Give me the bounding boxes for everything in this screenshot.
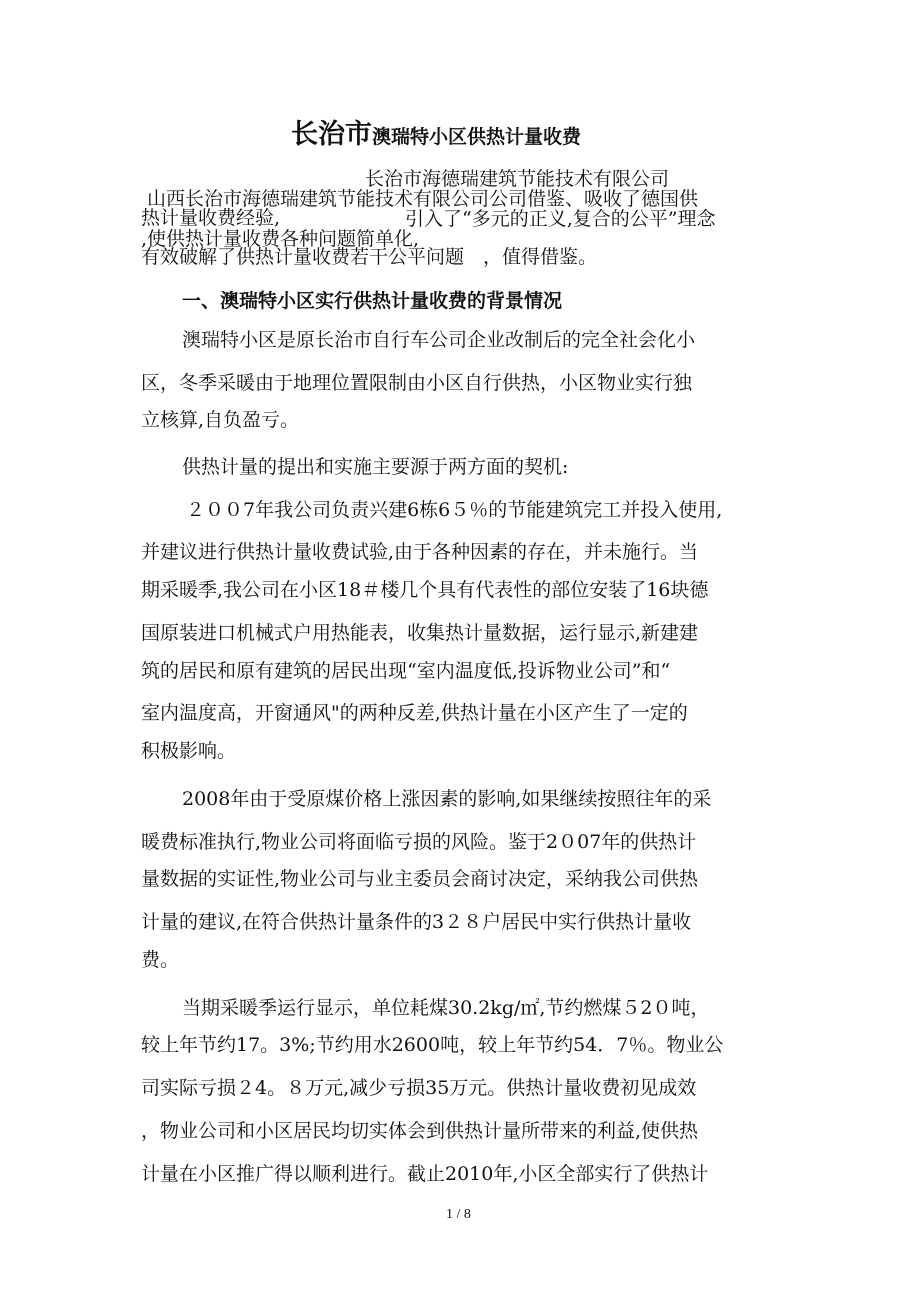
- company-name: 长治市海德瑞建筑节能技术有限公司: [365, 168, 670, 190]
- paragraph-line: 计量在小区推广得以顺利进行。截止2010年,小区全部实行了供热计: [141, 1163, 709, 1185]
- paragraph-line: 当期采暖季运行显示，单位耗煤30.2kg/㎡,节约燃煤５2０吨，: [182, 997, 710, 1019]
- paragraph-line: 供热计量的提出和实施主要源于两方面的契机:: [182, 456, 569, 478]
- intro-line-1: 山西长治市海德瑞建筑节能技术有限公司公司借鉴、吸收了德国供: [147, 188, 699, 210]
- intro-line-2: 热计量收费经验,: [141, 207, 281, 229]
- paragraph-line: 较上年节约17。3%;节约用水2600吨，较上年节约54．7％。物业公: [141, 1034, 724, 1056]
- paragraph-line: 区，冬季采暖由于地理位置限制由小区自行供热，小区物业实行独: [141, 372, 693, 394]
- paragraph-line: 并建议进行供热计量收费试验,由于各种因素的存在，并未施行。当: [141, 541, 699, 563]
- paragraph-line: 筑的居民和原有建筑的居民出现“室内温度低,投诉物业公司”和“: [141, 660, 671, 682]
- page-number: 1 / 8: [446, 1207, 471, 1222]
- paragraph-line: ，物业公司和小区居民均切实体会到供热计量所带来的利益,使供热: [141, 1120, 699, 1142]
- paragraph-line: 量数据的实证性,物业公司与业主委员会商讨决定，采纳我公司供热: [141, 868, 699, 890]
- paragraph-line: 费。: [141, 949, 180, 971]
- section-heading: 一、澳瑞特小区实行供热计量收费的背景情况: [182, 290, 563, 312]
- paragraph-line: 立核算,自负盈亏。: [141, 409, 300, 431]
- intro-line-5: 有效破解了供热计量收费若干公平问题 ，值得借鉴。: [141, 246, 598, 268]
- title-city: 长治市: [291, 119, 372, 150]
- title-subject: 澳瑞特小区供热计量收费: [372, 126, 582, 148]
- paragraph-line: ２００7年我公司负责兴建6栋6５％的节能建筑完工并投入使用,: [186, 499, 723, 521]
- paragraph-line: 室内温度高，开窗通风"的两种反差,供热计量在小区产生了一定的: [141, 702, 688, 724]
- paragraph-line: 国原装进口机械式户用热能表，收集热计量数据，运行显示,新建建: [141, 622, 699, 644]
- document-title: [291, 112, 581, 151]
- paragraph-line: 2008年由于受原煤价格上涨因素的影响,如果继续按照往年的采: [182, 788, 712, 810]
- paragraph-line: 积极影响。: [141, 740, 237, 762]
- paragraph-line: 计量的建议,在符合供热计量条件的3２８户居民中实行供热计量收: [141, 911, 692, 933]
- intro-line-3: 引入了“多元的正义,复合的公平”理念: [405, 208, 716, 230]
- paragraph-line: 澳瑞特小区是原长治市自行车公司企业改制后的完全社会化小: [182, 329, 696, 351]
- intro-line-4: ,使供热计量收费各种问题简单化,: [141, 228, 420, 250]
- paragraph-line: 司实际亏损２4。８万元,减少亏损35万元。供热计量收费初见成效: [141, 1077, 697, 1099]
- paragraph-line: 期采暖季,我公司在小区18＃楼几个具有代表性的部位安装了16块德: [141, 579, 709, 601]
- paragraph-line: 暖费标准执行,物业公司将面临亏损的风险。鉴于2０07年的供热计: [141, 831, 697, 853]
